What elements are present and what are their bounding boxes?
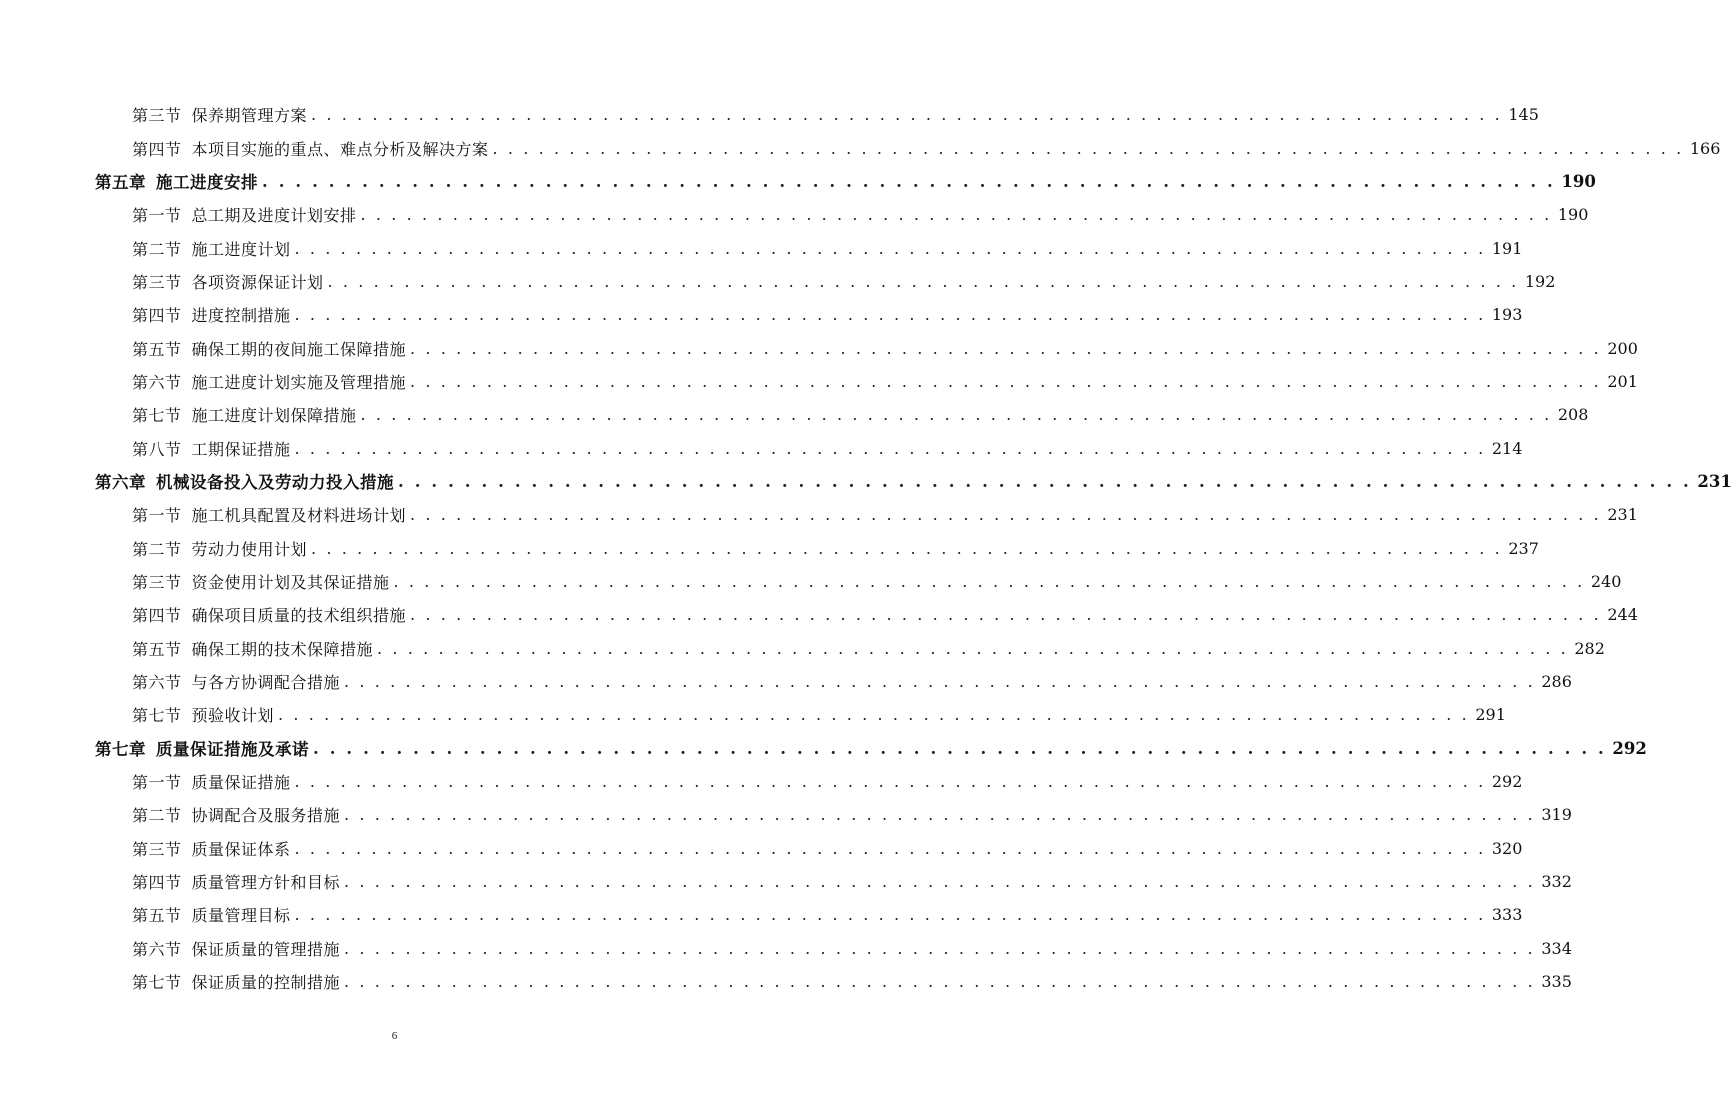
- toc-entry-number: 第七节: [132, 973, 182, 993]
- toc-dot-leader: . . . . . . . . . . . . . . . . . . . . . . . . . . . . . . . . . . . . . . . . . . . . . . . . . . . . . . . . . . . . . . . . . . . . . . . . . . . . . .: [311, 538, 1503, 558]
- toc-dot-leader: . . . . . . . . . . . . . . . . . . . . . . . . . . . . . . . . . . . . . . . . . . . . . . . . . . . . . . . . . . . . . . . . . . . . . . . . . . . . . .: [262, 171, 1556, 191]
- toc-entry-title: 施工进度计划实施及管理措施: [191, 372, 407, 392]
- toc-dot-leader: . . . . . . . . . . . . . . . . . . . . . . . . . . . . . . . . . . . . . . . . . . . . . . . . . . . . . . . . . . . . . . . . . . . . . . . . . . . . . .: [327, 271, 1519, 291]
- toc-entry-page-number: 166: [1689, 138, 1721, 158]
- toc-entry-title: 保养期管理方案: [191, 106, 308, 126]
- toc-entry-page-number: 190: [1557, 205, 1589, 225]
- toc-entry-page-number: 319: [1541, 805, 1572, 825]
- toc-dot-leader: . . . . . . . . . . . . . . . . . . . . . . . . . . . . . . . . . . . . . . . . . . . . . . . . . . . . . . . . . . . . . . . . . . . . . . . . . . . . . .: [377, 638, 1569, 658]
- toc-entry-title: 保证质量的管理措施: [191, 939, 341, 959]
- toc-entry-title: 确保工期的技术保障措施: [191, 639, 374, 659]
- toc-dot-leader: . . . . . . . . . . . . . . . . . . . . . . . . . . . . . . . . . . . . . . . . . . . . . . . . . . . . . . . . . . . . . . . . . . . . . . . . . . . . . .: [344, 972, 1536, 992]
- toc-entry-number: 第二节: [132, 539, 182, 559]
- toc-entry-page-number: 231: [1607, 505, 1638, 525]
- toc-entry-page-number: 240: [1590, 571, 1622, 591]
- toc-entry-title: 施工进度计划保障措施: [191, 406, 357, 426]
- toc-entry-title: 劳动力使用计划: [191, 539, 308, 559]
- toc-dot-leader: . . . . . . . . . . . . . . . . . . . . . . . . . . . . . . . . . . . . . . . . . . . . . . . . . . . . . . . . . . . . . . . . . . . . . . . . . . . . . .: [344, 872, 1536, 892]
- toc-section-entry[interactable]: [0, 865, 1572, 898]
- toc-entry-number: 第四节: [132, 873, 182, 893]
- toc-entry-page-number: 201: [1607, 371, 1638, 391]
- toc-section-entry[interactable]: [0, 565, 1622, 598]
- toc-chapter-entry[interactable]: [0, 465, 1732, 498]
- toc-dot-leader: . . . . . . . . . . . . . . . . . . . . . . . . . . . . . . . . . . . . . . . . . . . . . . . . . . . . . . . . . . . . . . . . . . . . . . . . . . . . . .: [294, 905, 1486, 925]
- toc-entry-number: 第七节: [132, 406, 182, 426]
- toc-entry-title: 总工期及进度计划安排: [191, 206, 357, 226]
- toc-entry-number: 第二节: [132, 239, 182, 259]
- toc-section-entry[interactable]: [0, 198, 1589, 231]
- toc-entry-page-number: 334: [1541, 938, 1572, 958]
- toc-entry-title: 预验收计划: [191, 706, 275, 726]
- toc-section-entry[interactable]: [0, 365, 1638, 398]
- toc-entry-title: 工期保证措施: [191, 439, 291, 459]
- toc-chapter-entry[interactable]: [0, 165, 1596, 198]
- toc-entry-page-number: 282: [1574, 638, 1605, 658]
- toc-section-entry[interactable]: [0, 698, 1506, 731]
- toc-entry-page-number: 292: [1612, 738, 1647, 758]
- toc-dot-leader: . . . . . . . . . . . . . . . . . . . . . . . . . . . . . . . . . . . . . . . . . . . . . . . . . . . . . . . . . . . . . . . . . . . . . . . . . . . . . .: [344, 672, 1536, 692]
- toc-entry-page-number: 335: [1541, 972, 1572, 992]
- toc-entry-title: 本项目实施的重点、难点分析及解决方案: [191, 139, 489, 159]
- toc-dot-leader: . . . . . . . . . . . . . . . . . . . . . . . . . . . . . . . . . . . . . . . . . . . . . . . . . . . . . . . . . . . . . . . . . . . . . . . . . . . . . .: [360, 205, 1552, 225]
- toc-entry-number: 第一节: [132, 206, 182, 226]
- toc-entry-number: 第二节: [132, 806, 182, 826]
- toc-entry-title: 各项资源保证计划: [191, 272, 324, 292]
- toc-section-entry[interactable]: [0, 632, 1605, 665]
- toc-entry-number: 第三节: [132, 272, 182, 292]
- toc-section-entry[interactable]: [0, 765, 1523, 798]
- toc-entry-title: 施工进度计划: [191, 239, 291, 259]
- toc-dot-leader: . . . . . . . . . . . . . . . . . . . . . . . . . . . . . . . . . . . . . . . . . . . . . . . . . . . . . . . . . . . . . . . . . . . . . . . . . . . . . .: [344, 805, 1536, 825]
- toc-section-entry[interactable]: [0, 398, 1589, 431]
- toc-entry-page-number: 244: [1607, 605, 1638, 625]
- toc-entry-title: 机械设备投入及劳动力投入措施: [156, 473, 394, 493]
- toc-entry-title: 确保工期的夜间施工保障措施: [191, 339, 407, 359]
- toc-entry-number: 第三节: [132, 106, 182, 126]
- toc-entry-title: 质量保证措施: [191, 773, 291, 793]
- toc-entry-page-number: 208: [1557, 405, 1589, 425]
- toc-entry-title: 施工进度安排: [156, 173, 258, 193]
- toc-entry-title: 与各方协调配合措施: [191, 673, 341, 693]
- toc-section-entry[interactable]: [0, 298, 1523, 331]
- toc-entry-page-number: 190: [1561, 171, 1596, 191]
- toc-dot-leader: . . . . . . . . . . . . . . . . . . . . . . . . . . . . . . . . . . . . . . . . . . . . . . . . . . . . . . . . . . . . . . . . . . . . . . . . . . . . . .: [294, 772, 1486, 792]
- toc-dot-leader: . . . . . . . . . . . . . . . . . . . . . . . . . . . . . . . . . . . . . . . . . . . . . . . . . . . . . . . . . . . . . . . . . . . . . . . . . . . . . .: [410, 371, 1602, 391]
- toc-dot-leader: . . . . . . . . . . . . . . . . . . . . . . . . . . . . . . . . . . . . . . . . . . . . . . . . . . . . . . . . . . . . . . . . . . . . . . . . . . . . . .: [294, 838, 1486, 858]
- toc-entry-number: 第一节: [132, 506, 182, 526]
- toc-dot-leader: . . . . . . . . . . . . . . . . . . . . . . . . . . . . . . . . . . . . . . . . . . . . . . . . . . . . . . . . . . . . . . . . . . . . . . . . . . . . . .: [311, 105, 1503, 125]
- toc-entry-title: 质量管理方针和目标: [191, 873, 341, 893]
- toc-entry-title: 进度控制措施: [191, 306, 291, 326]
- toc-section-entry[interactable]: [0, 932, 1572, 965]
- toc-entry-number: 第六节: [132, 673, 182, 693]
- toc-entry-number: 第三节: [132, 572, 182, 592]
- toc-entry-title: 资金使用计划及其保证措施: [191, 572, 390, 592]
- toc-dot-leader: . . . . . . . . . . . . . . . . . . . . . . . . . . . . . . . . . . . . . . . . . . . . . . . . . . . . . . . . . . . . . . . . . . . . . . . . . . . . . .: [410, 505, 1602, 525]
- toc-entry-page-number: 291: [1475, 705, 1506, 725]
- toc-entry-title: 施工机具配置及材料进场计划: [191, 506, 407, 526]
- page-number: 6: [391, 1030, 398, 1042]
- toc-dot-leader: . . . . . . . . . . . . . . . . . . . . . . . . . . . . . . . . . . . . . . . . . . . . . . . . . . . . . . . . . . . . . . . . . . . . . . . . . . . . . .: [278, 705, 1470, 725]
- toc-dot-leader: . . . . . . . . . . . . . . . . . . . . . . . . . . . . . . . . . . . . . . . . . . . . . . . . . . . . . . . . . . . . . . . . . . . . . . . . . . . . . .: [398, 471, 1692, 491]
- toc-entry-page-number: 286: [1541, 672, 1572, 692]
- toc-section-entry[interactable]: [0, 665, 1572, 698]
- toc-dot-leader: . . . . . . . . . . . . . . . . . . . . . . . . . . . . . . . . . . . . . . . . . . . . . . . . . . . . . . . . . . . . . . . . . . . . . . . . . . . . . .: [313, 738, 1607, 758]
- toc-entry-number: 第一节: [132, 773, 182, 793]
- toc-dot-leader: . . . . . . . . . . . . . . . . . . . . . . . . . . . . . . . . . . . . . . . . . . . . . . . . . . . . . . . . . . . . . . . . . . . . . . . . . . . . . .: [360, 405, 1552, 425]
- toc-entry-page-number: 231: [1697, 471, 1732, 491]
- toc-entry-page-number: 193: [1491, 305, 1523, 325]
- toc-entry-page-number: 320: [1491, 838, 1523, 858]
- toc-section-entry[interactable]: [0, 531, 1539, 564]
- toc-dot-leader: . . . . . . . . . . . . . . . . . . . . . . . . . . . . . . . . . . . . . . . . . . . . . . . . . . . . . . . . . . . . . . . . . . . . . . . . . . . . . .: [294, 238, 1486, 258]
- toc-entry-title: 质量保证体系: [191, 839, 291, 859]
- toc-entry-title: 协调配合及服务措施: [191, 806, 341, 826]
- toc-entry-number: 第八节: [132, 439, 182, 459]
- toc-entry-page-number: 292: [1491, 772, 1523, 792]
- toc-dot-leader: . . . . . . . . . . . . . . . . . . . . . . . . . . . . . . . . . . . . . . . . . . . . . . . . . . . . . . . . . . . . . . . . . . . . . . . . . . . . . .: [410, 338, 1602, 358]
- toc-section-entry[interactable]: [0, 331, 1638, 364]
- toc-entry-page-number: 191: [1491, 238, 1523, 258]
- toc-section-entry[interactable]: [0, 265, 1556, 298]
- toc-entry-number: 第五节: [132, 906, 182, 926]
- toc-entry-number: 第七节: [132, 706, 182, 726]
- toc-entry-page-number: 333: [1491, 905, 1523, 925]
- toc-entry-title: 保证质量的控制措施: [191, 973, 341, 993]
- toc-entry-number: 第六章: [95, 473, 146, 493]
- toc-entry-number: 第五节: [132, 639, 182, 659]
- toc-dot-leader: . . . . . . . . . . . . . . . . . . . . . . . . . . . . . . . . . . . . . . . . . . . . . . . . . . . . . . . . . . . . . . . . . . . . . . . . . . . . . .: [393, 571, 1585, 591]
- toc-section-entry[interactable]: [0, 131, 1721, 164]
- toc-dot-leader: . . . . . . . . . . . . . . . . . . . . . . . . . . . . . . . . . . . . . . . . . . . . . . . . . . . . . . . . . . . . . . . . . . . . . . . . . . . . . .: [344, 938, 1536, 958]
- toc-dot-leader: . . . . . . . . . . . . . . . . . . . . . . . . . . . . . . . . . . . . . . . . . . . . . . . . . . . . . . . . . . . . . . . . . . . . . . . . . . . . . .: [410, 605, 1602, 625]
- toc-entry-title: 质量保证措施及承诺: [156, 740, 309, 760]
- toc-entry-title: 质量管理目标: [191, 906, 291, 926]
- toc-entry-number: 第五章: [95, 173, 146, 193]
- toc-section-entry[interactable]: [0, 798, 1572, 831]
- toc-section-entry[interactable]: [0, 231, 1523, 264]
- toc-section-entry[interactable]: [0, 832, 1523, 865]
- toc-section-entry[interactable]: [0, 98, 1539, 131]
- toc-entry-page-number: 332: [1541, 872, 1572, 892]
- toc-dot-leader: . . . . . . . . . . . . . . . . . . . . . . . . . . . . . . . . . . . . . . . . . . . . . . . . . . . . . . . . . . . . . . . . . . . . . . . . . . . . . .: [492, 138, 1684, 158]
- toc-entry-number: 第三节: [132, 839, 182, 859]
- toc-dot-leader: . . . . . . . . . . . . . . . . . . . . . . . . . . . . . . . . . . . . . . . . . . . . . . . . . . . . . . . . . . . . . . . . . . . . . . . . . . . . . .: [294, 305, 1486, 325]
- toc-section-entry[interactable]: [0, 598, 1638, 631]
- toc-entry-page-number: 192: [1524, 271, 1556, 291]
- table-of-contents: [0, 98, 1732, 998]
- toc-entry-number: 第四节: [132, 306, 182, 326]
- toc-section-entry[interactable]: [0, 498, 1638, 531]
- toc-entry-page-number: 145: [1508, 105, 1539, 125]
- toc-entry-page-number: 237: [1508, 538, 1539, 558]
- toc-section-entry[interactable]: [0, 898, 1523, 931]
- toc-dot-leader: . . . . . . . . . . . . . . . . . . . . . . . . . . . . . . . . . . . . . . . . . . . . . . . . . . . . . . . . . . . . . . . . . . . . . . . . . . . . . .: [294, 438, 1486, 458]
- toc-entry-page-number: 200: [1607, 338, 1638, 358]
- toc-entry-title: 确保项目质量的技术组织措施: [191, 606, 407, 626]
- toc-entry-number: 第六节: [132, 939, 182, 959]
- toc-entry-number: 第六节: [132, 372, 182, 392]
- toc-section-entry[interactable]: [0, 965, 1572, 998]
- toc-chapter-entry[interactable]: [0, 732, 1647, 765]
- toc-section-entry[interactable]: [0, 431, 1523, 464]
- toc-entry-number: 第七章: [95, 740, 146, 760]
- toc-entry-page-number: 214: [1491, 438, 1523, 458]
- toc-entry-number: 第四节: [132, 606, 182, 626]
- toc-entry-number: 第五节: [132, 339, 182, 359]
- toc-entry-number: 第四节: [132, 139, 182, 159]
